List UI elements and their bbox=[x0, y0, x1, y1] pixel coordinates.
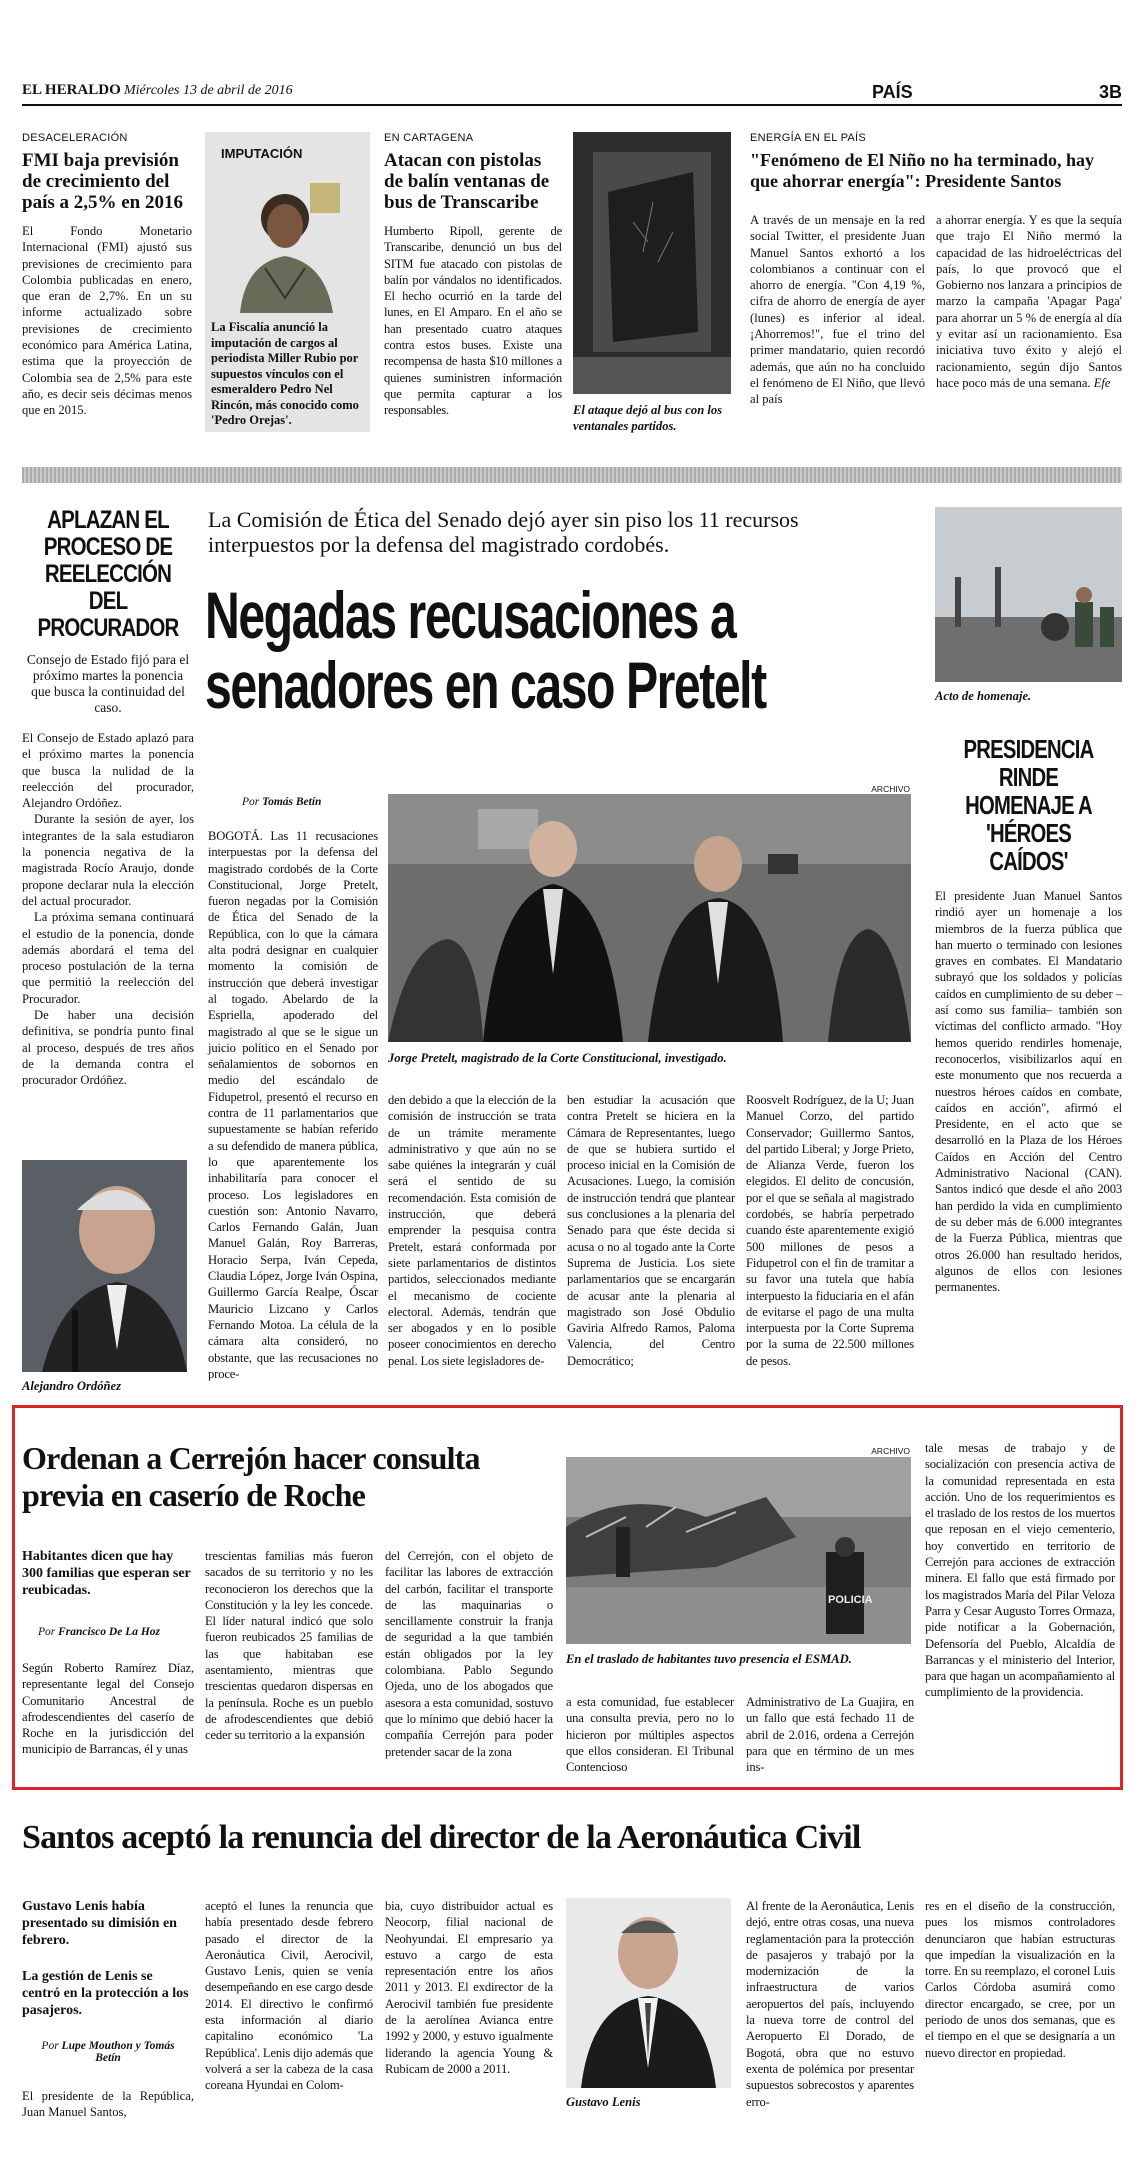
body: El Consejo de Estado aplazó para el próximo martes la ponencia que busca la nulidad de la reelección del procurador, Alejandro Ordóñez. Durante la sesión de ayer, los integrantes de la sala estudiaron la ponencia negativa de la magistrada Rocío Araujo, donde propone declarar nula la elección del actual procurador. La próxima semana continuará el estudio de la ponencia, donde además abordará el tema del proceso postulación de la terna que permitió la reelección del Procurador. De haber una decisión definitiva, se pondría punto final al proceso, después de tres años de la demanda contra el procurador Ordóñez. bbox=[22, 731, 194, 1088]
ordonez-photo bbox=[22, 1160, 187, 1372]
homenaje-body: El presidente Juan Manuel Santos rindió ayer un homenaje a los miembros de la fuerza pública que han muerto o terminado con lesiones graves en combates. El Mandatario subrayó que los soldados y policías caídos en cumplimiento de su deber –así como sus familia– también son víctimas del conflicto armado. "Hoy hemos querido rendirles homenaje, reconocerlos, visibilizarlos aquí en este monumento que nos recuerda a nuestros héroes caídos en combate, caídos en acción", afirmó el Presidente, en el acto que se desarrolló en la Plaza de los Héroes Caídos en Acción del Centro Administrativo Nacional (CAN). Santos indicó que desde el año 2003 han perdido la vida en cumplimiento de su deber más de 6.000 integrantes de la Fuerza Pública, mientras que otros 26.000 han resultado heridos, algunos de ellos con lesiones permanentes. bbox=[935, 889, 1122, 1295]
bus-caption: El ataque dejó al bus con los ventanales partidos. bbox=[573, 403, 723, 433]
pretelt-col4: Roosvelt Rodríguez, de la U; Juan Manuel Corzo, del partido Conservador; Guillermo Santos, del partido Liberal; y Jorge Prieto, de Alianza Verde, fueron los elegidos. El delito de concusión, por el que se señala al magistrado cordobés, se habría perpetrado cuando éste aparentemente exigió 500 millones de pesos a Fidupetrol con el fin de tramitar a su favor una tutela que había interpuesto la fiduciaria en el afán de evitarse el pago de una multa interpuesta por la Corte Suprema por la suma de 22.500 millones de pesos. bbox=[746, 1093, 914, 1368]
cerrejon-col6: tale mesas de trabajo y de socialización con presencia activa de la comunidad representada en esta acción. Uno de los requerimientos es el traslado de los restos de los muertos que reposan en el viejo cementerio, hoy convertido en territorio de Cerrejón para acciones de extracción minera. El fallo que está firmado por los magistrados María del Pilar Veloza Parra y Cesar Augusto Torres Ormaza, pide notificar a la Gobernación, Defensoría del Pueblo, Alcaldía de Barrancas y el ministerio del Interior, para que hagan un acompañamiento al cumplimiento de la providencia. bbox=[925, 1441, 1115, 1700]
header-rule bbox=[22, 104, 1122, 106]
cerrejon-col2: trescientas familias más fueron sacados de su territorio y no les reconocieron los derechos que la Constitución y la ley les concede. El líder natural indicó que solo fueron reubicados 25 familias de las que habitaban ese asentamiento, mientras que trescientas quedaron dispersas en la península. Roche es un pueblo de afrodescendientes que debió ceder su territorio a la expansión bbox=[205, 1549, 373, 1743]
divider-band bbox=[22, 467, 1122, 483]
pretelt-photo bbox=[388, 794, 911, 1042]
procurador-article bbox=[22, 507, 194, 1089]
cerrejon-summary: Habitantes dicen que hay 300 familias que esperan ser reubicadas. bbox=[22, 1549, 191, 1598]
brief-cartagena bbox=[384, 132, 562, 419]
paper-name: EL HERALDO bbox=[22, 82, 121, 98]
pretelt-col1: BOGOTÁ. Las 11 recusaciones interpuestas por la defensa del magistrado cordobés de la Corte Constitucional, Jorge Pretelt, fueron negadas por la Comisión de Ética del Senado de la República, con lo que la cámara alta podrá designar en cualquier momento la comisión de instrucción que deberá investigar al togado. Abelardo de la Espriella, apoderado del magistrado al que se le sigue un juicio político en el Senado por señalamientos de sobornos en medio del escándalo de Fidupetrol, presentó el recurso en contra de 11 parlamentarios que supuestamente se habían referido a su defendido de manera pública, lo que aparentemente los inhabilitaría para conocer el proceso. Los legisladores en cuestión son: Antonio Navarro, Carlos Fernando Galán, Juan Manuel Galán, Roy Barreras, Horacio Serpa, Iván Cepeda, Claudia López, Jorge Iván Ospina, Guillermo García Realpe, Óscar Mauricio Lizcano y Carlos Fernando Motoa. La célula de la cámara alta consideró, no obstante, que las recusaciones no proce- bbox=[208, 829, 378, 1381]
cerrejon-col5: Administrativo de La Guajira, en un fallo que está fechado 11 de abril de 2.016, ordena a Cerrejón para que en término de un mes ins- bbox=[746, 1695, 914, 1775]
kicker: EN CARTAGENA bbox=[384, 132, 474, 144]
headline: FMI baja previsión de crecimiento del país a 2,5% en 2016 bbox=[22, 150, 183, 213]
pretelt-caption: Jorge Pretelt, magistrado de la Corte Constitucional, investigado. bbox=[388, 1051, 727, 1065]
energia-col2: a ahorrar energía. Y es que la sequía que trajo El Niño mermó la capacidad de las hidroeléctricas del país, lo que provocó que el Gobierno nos lanzara a principios de marzo la campaña 'Apagar Paga' para ahorrar un 5 % de energía al día y evitar así un racionamiento. Esa iniciativa tuvo éxito y alejó el racionamiento, según dijo Santos hace poco más de una semana. Efe bbox=[936, 213, 1122, 390]
homenaje-caption: Acto de homenaje. bbox=[935, 689, 1032, 703]
aero-col3: bia, cuyo distribuidor actual es Neocorp, filial nacional de Neohyundai. El empresario ya estuvo a cargo de esta representación entre los años 2011 y 2013. El exdirector de la Aerocivil también fue presidente de la aerolínea Avianca entre 1992 y 2000, y estuvo igualmente liderando la agencia Young & Rubicam de 2000 a 2011. bbox=[385, 1899, 553, 2076]
cerrejon-col3: del Cerrejón, con el objeto de facilitar las labores de extracción del carbón, facilitar el transporte de las maquinarias o sencillamente construir la franja de seguridad a la que también están obligados por la ley colombiana. Pablo Segundo Ojeda, uno de los abogados que asesora a esta comunidad, sostuvo que lo mínimo que debió hacer la compañía Cerrejón para poder pretender sacar de la zona bbox=[385, 1549, 553, 1759]
section-label: PAÍS bbox=[872, 82, 913, 102]
energia-col1: A través de un mensaje en la red social Twitter, el presidente Juan Manuel Santos exhortó a los colombianos a continuar con el ahorro de energía. "Con 4,19 %, cifra de ahorro de energía de ayer (lunes) es inferior al ideal. ¡Ahorremos!", fue el trino del primer mandatario, quien recordó además, que aún no ha concluido el fenómeno de El Niño, que llevó al país bbox=[750, 213, 925, 407]
headline: Atacan con pistolas de balín ventanas de bus de Transcaribe bbox=[384, 150, 550, 213]
headline: "Fenómeno de El Niño no ha terminado, hay que ahorrar energía": Presidente Santos bbox=[750, 150, 1095, 191]
page-number: 3B bbox=[1098, 82, 1122, 102]
kicker: DESACELERACIÓN bbox=[22, 132, 128, 144]
aero-lead: El presidente de la República, Juan Manuel Santos, bbox=[22, 2089, 194, 2120]
pretelt-byline: Por Tomás Betín bbox=[242, 796, 322, 808]
pretelt-col3: ben estudiar la acusación que contra Pretelt se hiciera en la Cámara de Representantes, luego de que se hubiera surtido el proceso inicial en la Comisión de Acusaciones. Luego, la comisión de instrucción tendrá que plantear sus conclusiones a la plenaria del Senado para que éste decida si acusa o no al togado ante la Corte Suprema de Justicia. Los siete parlamentarios que se encargarán de acusar ante la plenaria al magistrado son José Obdulio Gaviria Alfredo Ramos, Paloma Valencia, del Centro Democrático; bbox=[567, 1093, 735, 1368]
cerrejon-credit: ARCHIVO bbox=[871, 1446, 910, 1456]
aero-summary-2: La gestión de Lenis se centró en la protección a los pasajeros. bbox=[22, 1969, 189, 2018]
aero-col2: aceptó el lunes la renuncia que había presentado desde febrero pasado el director de la Aeronáutica Civil, Aerocivil, Gustavo Lenis, quien se venía desempeñando en ese cargo desde 2014. El directivo le confirmó esta información al diario capitalino económico 'La República'. Lenis dijo además que volverá a ser la cabeza de la casa coreana Hyundai en Colom- bbox=[205, 1899, 373, 2093]
aero-byline: Por Lupe Mouthon y Tomás Betín bbox=[41, 2040, 175, 2064]
imputacion-box bbox=[205, 132, 370, 432]
imputacion-text: La Fiscalía anunció la imputación de cargos al periodista Miller Rubio por supuestos vínculos con el esmeraldero Pedro Nel Rincón, más conocido como 'Pedro Orejas'. bbox=[211, 320, 359, 427]
issue-date: Miércoles 13 de abril de 2016 bbox=[124, 83, 293, 98]
cerrejon-byline: Por Francisco De La Hoz bbox=[38, 1626, 161, 1638]
pretelt-headline: Negadas recusaciones a senadores en caso Pretelt bbox=[205, 578, 766, 722]
kicker: ENERGÍA EN EL PAÍS bbox=[750, 132, 867, 144]
lenis-caption: Gustavo Lenis bbox=[566, 2095, 641, 2109]
cerrejon-col4: a esta comunidad, fue establecer una consulta previa, pero no lo hicieron por múltiples aspectos que ellos consideran. El Tribunal Contencioso bbox=[566, 1695, 734, 1775]
brief-fmi bbox=[22, 132, 192, 419]
ordonez-caption: Alejandro Ordóñez bbox=[22, 1379, 122, 1393]
summary: Consejo de Estado fijó para el próximo martes la ponencia que busca la continuidad del caso. bbox=[26, 652, 190, 715]
headline: APLAZAN EL PROCESO DE REELECCIÓN DEL PROCURADOR bbox=[37, 506, 179, 642]
pretelt-credit: ARCHIVO bbox=[871, 784, 910, 794]
cerrejon-col1: Según Roberto Ramírez Díaz, representante legal del Consejo Comunitario Ancestral de afrodescendientes del caserío de Roche en la jurisdicción del municipio de Barrancas, él y unas bbox=[22, 1661, 194, 1757]
aero-col6: res en el diseño de la construcción, pues los mismos controladores denunciaron que habían estructuras que impedían la visualización en la torre. En su reemplazo, el coronel Luis Carlos Córdoba asumirá como director encargado, se cree, por un periodo de unos dos semanas, que es el tiempo en el que se designaría a un nuevo director en propiedad. bbox=[925, 1899, 1115, 2060]
bus-photo bbox=[573, 132, 731, 394]
cerrejon-headline: Ordenan a Cerrejón hacer consulta previa en caserío de Roche bbox=[22, 1440, 480, 1513]
police-shield-text: POLICIA bbox=[828, 1594, 873, 1606]
brief-energia bbox=[750, 132, 1122, 192]
imputacion-label: IMPUTACIÓN bbox=[221, 146, 303, 161]
body: El Fondo Monetario Internacional (FMI) ajustó sus previsiones de crecimiento para Colombia publicadas en enero, que eran de 2,7%. En un su informe actualizado sobre previsiones de crecimiento económico para América Latina, estima que la proyección de Colombia sea de 2,5% para este año, es decir seis décimas menos que en 2015. bbox=[22, 224, 192, 418]
aero-summary-1: Gustavo Lenis había presentado su dimisión en febrero. bbox=[22, 1899, 177, 1948]
cerrejon-photo bbox=[566, 1457, 911, 1644]
aero-headline: Santos aceptó la renuncia del director de la Aeronáutica Civil bbox=[22, 1819, 861, 1856]
lenis-photo bbox=[566, 1898, 731, 2088]
cerrejon-caption: En el traslado de habitantes tuvo presencia el ESMAD. bbox=[566, 1652, 852, 1666]
pretelt-col2: den debido a que la elección de la comisión de instrucción se trata de un trámite meramente administrativo y que aún no se sabe quiénes la integrarán y cuál será el sentido de su recomendación. Esta comisión de instrucción, que deberá emprender la pesquisa contra Pretelt, estará conformada por siete parlamentarios de distintos partidos, seleccionados mediante el mecanismo de cociente electoral. Además, tendrán que ser abogados y en lo posible poseer conocimientos en derecho penal. Los siete legisladores de- bbox=[388, 1093, 556, 1368]
body: Humberto Ripoll, gerente de Transcaribe, denunció un bus del SITM fue atacado con pistolas de balín por vándalos no identificados. El hecho ocurrió en la tarde del lunes, en El Amparo. En el año se han presentado cuatro ataques contra estos buses. Existe una recompensa de hasta $10 millones a quienes suministren información que permita capturar a los responsables. bbox=[384, 224, 562, 418]
homenaje-headline: PRESIDENCIA RINDE HOMENAJE A 'HÉROES CAÍDOS' bbox=[963, 734, 1094, 876]
source: Efe bbox=[1093, 375, 1111, 390]
aero-col5: Al frente de la Aeronáutica, Lenis dejó, entre otras cosas, una nueva reglamentación para la protección de pasajeros y trabajó por la modernización de la infraestructura de varios aeropuertos del país, incluyendo la nueva torre de control del Aeropuerto El Dorado, de Bogotá, obra que no estuvo exenta de polémica por presentar supuestos sobrecostos y aparentes erro- bbox=[746, 1899, 914, 2109]
homenaje-photo bbox=[935, 507, 1122, 682]
pretelt-deck: La Comisión de Ética del Senado dejó ayer sin piso los 11 recursos interpuestos por la defensa del magistrado cordobés. bbox=[208, 507, 799, 557]
imputacion-photo bbox=[225, 168, 350, 313]
